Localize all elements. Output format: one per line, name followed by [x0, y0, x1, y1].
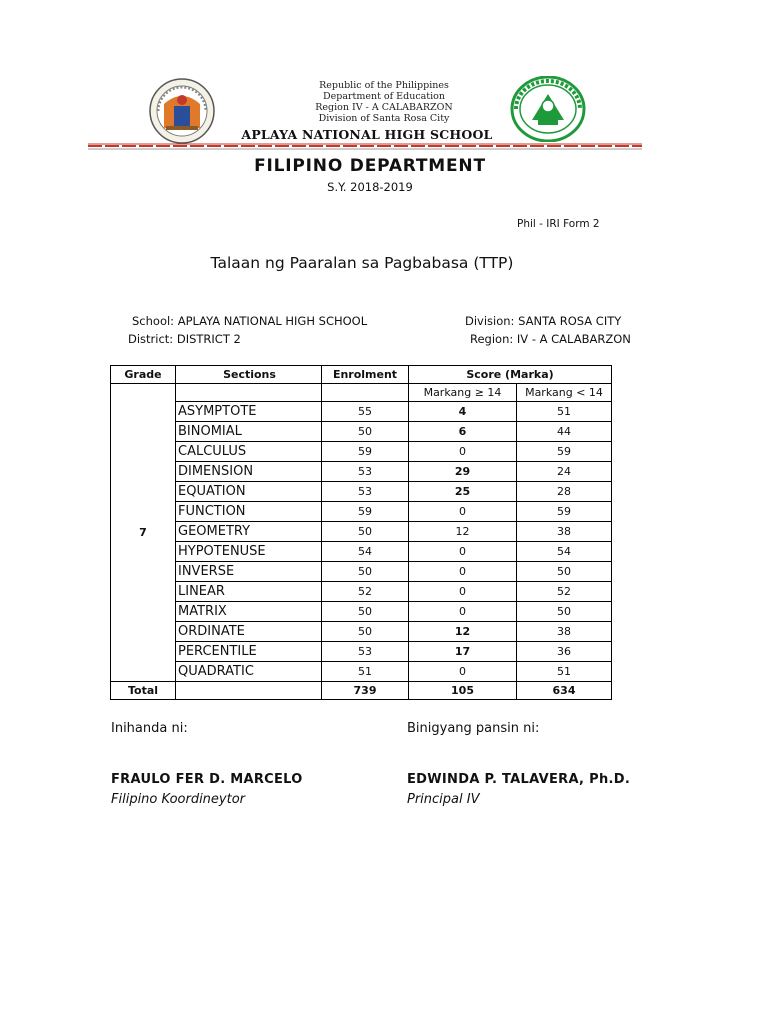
- score-lt-cell: 54: [517, 542, 612, 562]
- enrolment-cell: 53: [322, 482, 409, 502]
- enrolment-cell: 54: [322, 542, 409, 562]
- reading-results-table: [110, 365, 612, 700]
- section-cell: DIMENSION: [176, 462, 322, 482]
- score-lt-cell: 52: [517, 582, 612, 602]
- score-ge-cell: 6: [409, 422, 517, 442]
- table-row: [111, 542, 612, 562]
- noted-by-name: EDWINDA P. TALAVERA, Ph.D.: [407, 772, 631, 787]
- header-score-ge: Markang ≥ 14: [409, 384, 517, 402]
- info-district: District: DISTRICT 2: [128, 332, 241, 346]
- document-title: Talaan ng Paaralan sa Pagbabasa (TTP): [210, 254, 514, 272]
- score-ge-cell: 12: [409, 522, 517, 542]
- score-lt-cell: 50: [517, 602, 612, 622]
- section-cell: ORDINATE: [176, 622, 322, 642]
- table-row: [111, 442, 612, 462]
- score-ge-cell: 4: [409, 402, 517, 422]
- section-cell: FUNCTION: [176, 502, 322, 522]
- grade-cell: 7: [111, 384, 176, 682]
- score-ge-cell: 0: [409, 602, 517, 622]
- score-ge-cell: 0: [409, 502, 517, 522]
- prepared-by-label: Inihanda ni:: [111, 721, 188, 736]
- score-lt-cell: 59: [517, 502, 612, 522]
- enrolment-cell: 59: [322, 502, 409, 522]
- total-label: Total: [111, 682, 176, 700]
- info-division: Division: SANTA ROSA CITY: [465, 314, 622, 328]
- total-enrolment: 739: [322, 682, 409, 700]
- table-row: [111, 422, 612, 442]
- section-cell: LINEAR: [176, 582, 322, 602]
- prepared-by-role: Filipino Koordineytor: [111, 792, 246, 807]
- enrolment-cell: 50: [322, 622, 409, 642]
- enrolment-cell: 59: [322, 442, 409, 462]
- enrolment-cell: 51: [322, 662, 409, 682]
- table-row: [111, 522, 612, 542]
- section-cell: BINOMIAL: [176, 422, 322, 442]
- total-section-blank: [176, 682, 322, 700]
- section-cell: INVERSE: [176, 562, 322, 582]
- section-cell: GEOMETRY: [176, 522, 322, 542]
- table-row: [111, 622, 612, 642]
- enrolment-cell: 55: [322, 402, 409, 422]
- score-ge-cell: 12: [409, 622, 517, 642]
- score-ge-cell: 0: [409, 542, 517, 562]
- score-ge-cell: 0: [409, 442, 517, 462]
- table-row: [111, 482, 612, 502]
- section-cell: CALCULUS: [176, 442, 322, 462]
- info-region: Region: IV - A CALABARZON: [470, 332, 631, 346]
- enrolment-cell: 53: [322, 462, 409, 482]
- header-grade: Grade: [111, 366, 176, 384]
- header-republic: Republic of the Philippines: [319, 80, 449, 91]
- table-row: [111, 602, 612, 622]
- noted-by-role: Principal IV: [407, 792, 480, 807]
- score-lt-cell: 59: [517, 442, 612, 462]
- header-score: Score (Marka): [409, 366, 612, 384]
- header-division: Division of Santa Rosa City: [318, 113, 450, 124]
- form-code: Phil - IRI Form 2: [517, 218, 600, 230]
- score-lt-cell: 51: [517, 662, 612, 682]
- enrolment-cell: 52: [322, 582, 409, 602]
- score-lt-cell: 51: [517, 402, 612, 422]
- score-ge-cell: 0: [409, 662, 517, 682]
- table-row: [111, 502, 612, 522]
- header-enrolment: Enrolment: [322, 366, 409, 384]
- score-ge-cell: 29: [409, 462, 517, 482]
- info-school: School: APLAYA NATIONAL HIGH SCHOOL: [132, 314, 368, 328]
- section-cell: MATRIX: [176, 602, 322, 622]
- enrolment-cell: 50: [322, 562, 409, 582]
- header-school-name: APLAYA NATIONAL HIGH SCHOOL: [241, 127, 493, 142]
- header-deped: Department of Education: [323, 91, 445, 102]
- header-rule: [88, 142, 642, 150]
- table-row: [111, 662, 612, 682]
- section-cell: ASYMPTOTE: [176, 402, 322, 422]
- table-row: [111, 562, 612, 582]
- enrolment-cell: 50: [322, 602, 409, 622]
- section-cell: EQUATION: [176, 482, 322, 502]
- school-year: S.Y. 2018-2019: [327, 180, 413, 194]
- table-row: [111, 462, 612, 482]
- table-row: [111, 642, 612, 662]
- department-title: FILIPINO DEPARTMENT: [254, 156, 486, 176]
- header-score-lt: Markang < 14: [517, 384, 612, 402]
- score-lt-cell: 50: [517, 562, 612, 582]
- header-region: Region IV - A CALABARZON: [315, 102, 453, 113]
- noted-by-label: Binigyang pansin ni:: [407, 721, 540, 736]
- score-lt-cell: 38: [517, 522, 612, 542]
- score-lt-cell: 44: [517, 422, 612, 442]
- score-ge-cell: 25: [409, 482, 517, 502]
- table-row: [111, 402, 612, 422]
- total-score-lt: 634: [517, 682, 612, 700]
- section-cell: PERCENTILE: [176, 642, 322, 662]
- section-cell: HYPOTENUSE: [176, 542, 322, 562]
- table-row: [111, 582, 612, 602]
- total-row: [111, 682, 612, 700]
- total-score-ge: 105: [409, 682, 517, 700]
- header-sections: Sections: [176, 366, 322, 384]
- score-lt-cell: 38: [517, 622, 612, 642]
- score-ge-cell: 17: [409, 642, 517, 662]
- enrolment-cell: 53: [322, 642, 409, 662]
- score-ge-cell: 0: [409, 562, 517, 582]
- enrolment-cell: 50: [322, 522, 409, 542]
- score-lt-cell: 28: [517, 482, 612, 502]
- score-lt-cell: 24: [517, 462, 612, 482]
- score-ge-cell: 0: [409, 582, 517, 602]
- section-cell: QUADRATIC: [176, 662, 322, 682]
- enrolment-cell: 50: [322, 422, 409, 442]
- prepared-by-name: FRAULO FER D. MARCELO: [111, 772, 303, 787]
- score-lt-cell: 36: [517, 642, 612, 662]
